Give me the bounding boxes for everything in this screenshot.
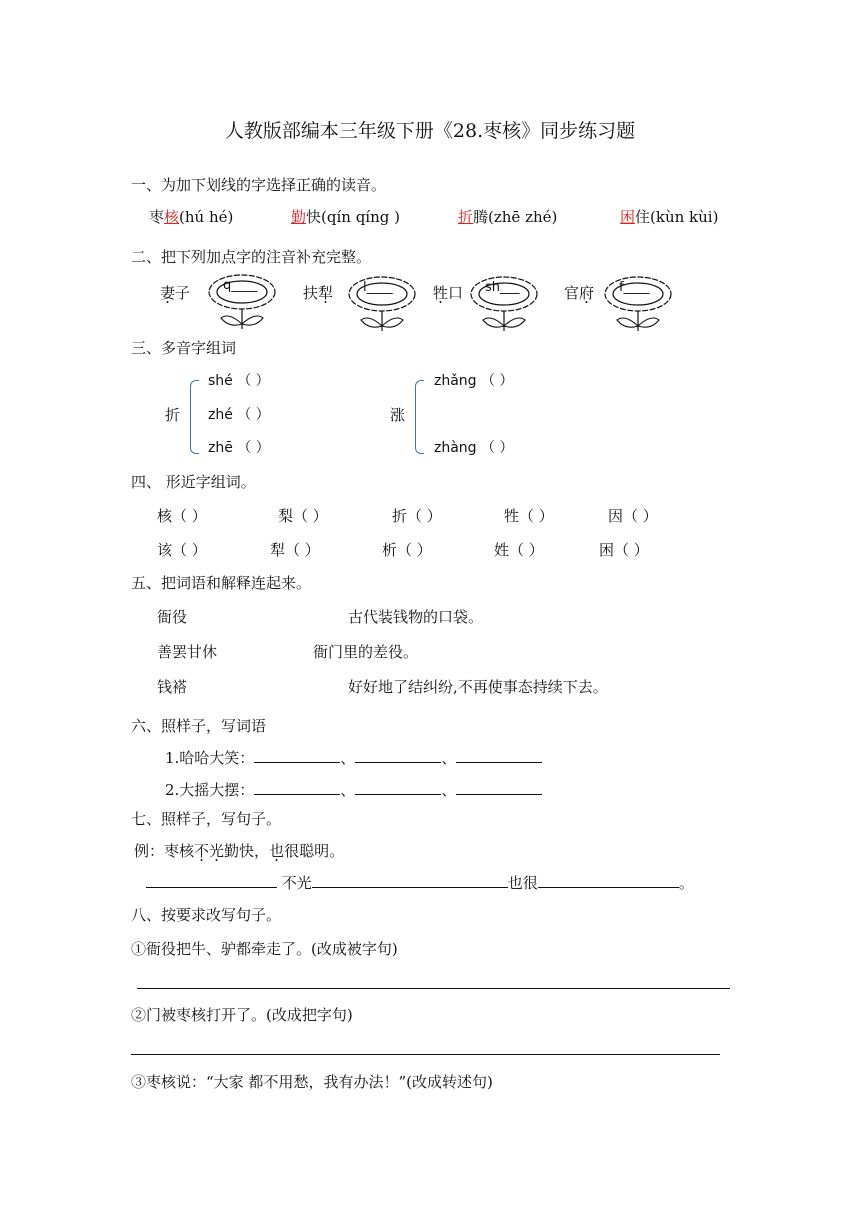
polyphone-char-2: 涨 (390, 406, 406, 424)
s1-target-char: 勤 (291, 208, 307, 226)
match-definition: 好好地了结纠纷,不再使事态持续下去。 (348, 678, 608, 696)
s1-item-3: 折腾(zhē zhé) (458, 208, 558, 226)
answer-blank[interactable] (355, 761, 441, 763)
section-1-heading: 一、为加下划线的字选择正确的读音。 (131, 176, 387, 194)
s1-item-4: 困住(kùn kùi) (620, 208, 719, 226)
flower-answer-box-1: q____ (207, 272, 277, 330)
rewrite-question-1: ①衙役把牛、驴都牵走了。(改成被字句) (131, 940, 398, 958)
s2-word-1: 妻子 (160, 284, 191, 302)
flower-answer-box-4: f____ (603, 274, 673, 332)
s1-target-char: 困 (620, 208, 636, 226)
answer-blank[interactable] (456, 793, 542, 795)
s7-answer-row: 不光 也很 。 (146, 872, 694, 893)
section-5-heading: 五、把词语和解释连起来。 (131, 574, 312, 592)
section-8-heading: 八、按要求改写句子。 (131, 906, 282, 924)
flower-answer-box-2: l____ (347, 274, 417, 332)
answer-blank[interactable] (146, 886, 277, 888)
s1-target-char: 折 (458, 208, 474, 226)
answer-blank[interactable] (355, 793, 441, 795)
s1-item-1: 枣核(hú hé) (149, 208, 234, 226)
section-7-heading: 七、照样子，写句子。 (131, 810, 282, 828)
section-3-heading: 三、多音字组词 (131, 339, 237, 357)
answer-blank[interactable] (538, 886, 679, 888)
match-term: 衙役 (157, 608, 188, 626)
answer-line[interactable] (131, 1054, 720, 1055)
section-2-heading: 二、把下列加点字的注音补充完整。 (131, 248, 372, 266)
section-4-heading: 四、 形近字组词。 (131, 473, 256, 491)
page-title: 人教版部编本三年级下册《28.枣核》同步练习题 (224, 120, 636, 142)
answer-line[interactable] (137, 988, 730, 989)
s2-word-4: 官府 (564, 284, 595, 302)
match-term: 善罢甘休 (157, 643, 218, 661)
s6-item-1: 1.哈哈大笑： 、 、 (165, 747, 542, 768)
bracket-2 (415, 380, 424, 454)
rewrite-question-2: ②门被枣核打开了。(改成把字句) (131, 1006, 353, 1024)
match-definition: 衙门里的差役。 (313, 643, 419, 661)
match-term: 钱褡 (157, 678, 188, 696)
s2-word-3: 牲口 (433, 284, 464, 302)
s2-word-2: 扶犁 (303, 284, 334, 302)
bracket-1 (190, 380, 199, 454)
s1-item-2: 勤快(qín qíng ) (291, 208, 400, 226)
section-6-heading: 六、照样子，写词语 (131, 717, 267, 735)
example-sentence: 例：枣核不光勤快，也很聪明。 (134, 842, 345, 860)
flower-answer-box-3: sh___ (469, 274, 539, 332)
answer-blank[interactable] (312, 886, 508, 888)
polyphone-char-1: 折 (165, 406, 181, 424)
answer-blank[interactable] (456, 761, 542, 763)
answer-blank[interactable] (254, 793, 340, 795)
s1-target-char: 核 (164, 208, 180, 226)
rewrite-question-3: ③枣核说：“大家 都不用愁，我有办法！”(改成转述句) (131, 1073, 493, 1091)
match-definition: 古代装钱物的口袋。 (348, 608, 484, 626)
s6-item-2: 2.大摇大摆： 、 、 (165, 779, 542, 800)
answer-blank[interactable] (254, 761, 340, 763)
